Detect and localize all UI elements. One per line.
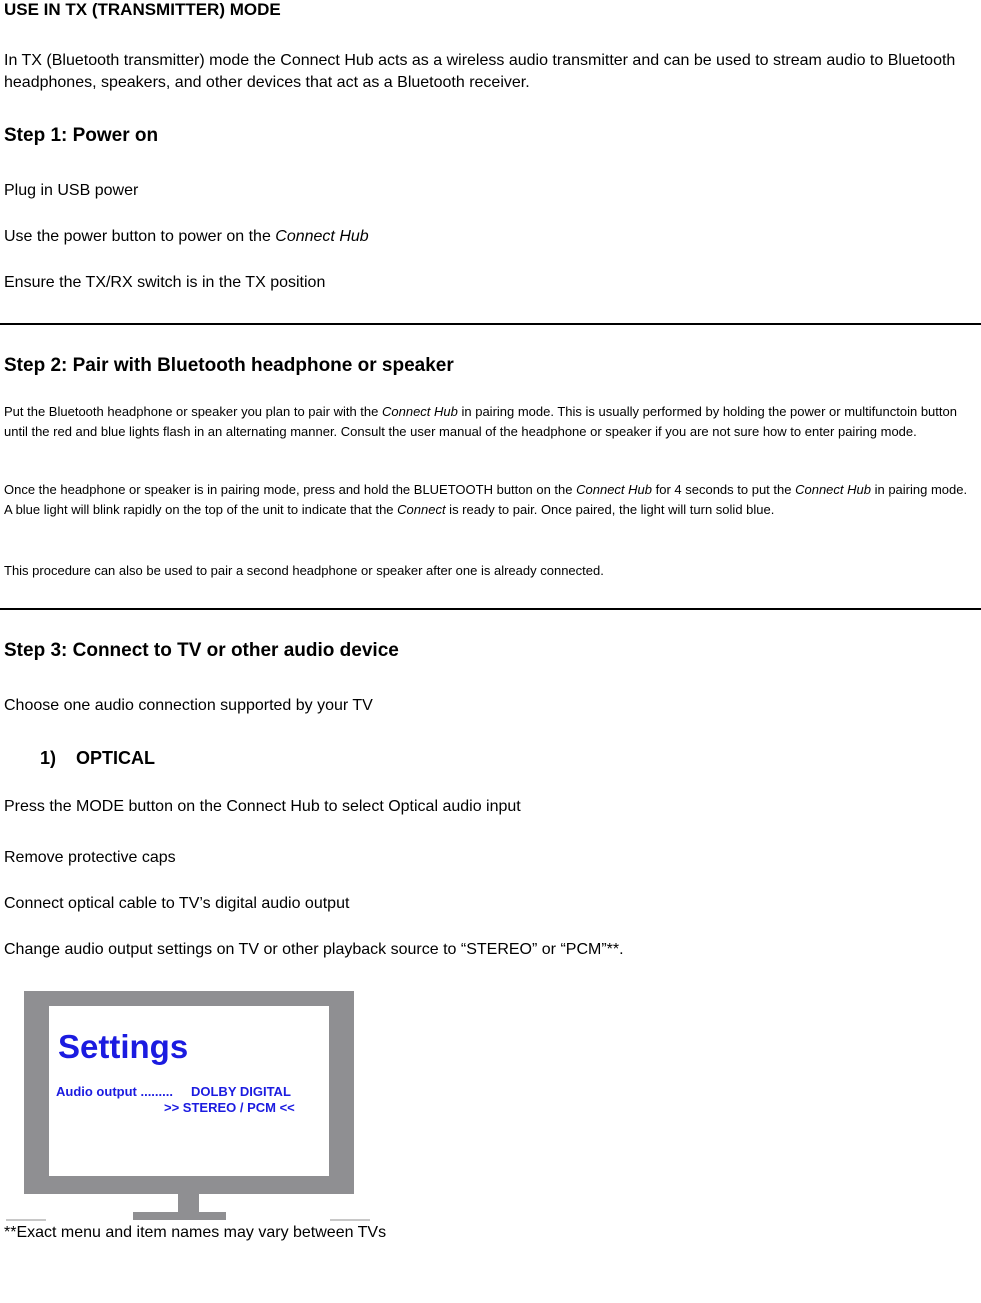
footnote: **Exact menu and item names may vary between TVs <box>4 1224 387 1241</box>
step3-item-connect-cable: Connect optical cable to TV’s digital audio output <box>4 895 350 912</box>
tv-stand-neck <box>178 1193 199 1213</box>
option-number: 1) <box>40 748 57 768</box>
tv-screen <box>49 1006 329 1176</box>
step3-lead: Choose one audio connection supported by your TV <box>4 697 373 714</box>
step2-paragraph-bluetooth-button: Once the headphone or speaker is in pairing mode, press and hold the BLUETOOTH button on the Connect Hub for 4 seconds to put the Connect Hub in pairing mode. A blue light will blink rapidly on the top of the unit to indicate that the Connect is ready to pair. Once paired, the light will turn solid blue. <box>4 482 968 517</box>
scan-artifact <box>6 1219 46 1221</box>
page-title: USE IN TX (TRANSMITTER) MODE <box>4 0 281 19</box>
tv-settings-title: Settings <box>58 1028 189 1065</box>
section-divider <box>0 323 981 325</box>
step3-heading: Step 3: Connect to TV or other audio device <box>4 640 399 661</box>
device-name: Connect Hub <box>795 482 871 497</box>
tv-option-dolby: DOLBY DIGITAL <box>190 1084 291 1099</box>
scan-artifact <box>330 1219 370 1221</box>
tv-option-stereo-pcm: >> STEREO / PCM << <box>164 1100 295 1115</box>
step3-item-audio-settings: Change audio output settings on TV or other playback source to “STEREO” or “PCM”**. <box>4 941 624 958</box>
device-name: Connect Hub <box>576 482 652 497</box>
step3-item-remove-caps: Remove protective caps <box>4 849 176 866</box>
step2-heading: Step 2: Pair with Bluetooth headphone or speaker <box>4 355 454 376</box>
section-divider <box>0 608 981 610</box>
step2-paragraph-second-device: This procedure can also be used to pair a second headphone or speaker after one is already connected. <box>4 563 604 578</box>
device-name: Connect <box>397 501 446 517</box>
step1-heading: Step 1: Power on <box>4 125 159 146</box>
tv-audio-output-row: Audio output ......... DOLBY DIGITAL <box>56 1084 291 1099</box>
option-heading-optical <box>40 748 155 769</box>
step2-paragraph-pairing-mode: Put the Bluetooth headphone or speaker you plan to pair with the Connect Hub in pairing mode. This is usually performed by holding the power or multifunctoin button until the red and blue lights flash in an alternating manner. Consult the user manual of the headphone or speaker if you are not sure how to enter pairing mode. <box>4 404 957 439</box>
tv-illustration <box>24 991 354 1194</box>
step1-item-txrx-switch: Ensure the TX/RX switch is in the TX position <box>4 274 326 291</box>
option-label: OPTICAL <box>76 748 156 768</box>
device-name: Connect Hub <box>275 228 369 245</box>
step1-item-power-button: Use the power button to power on the Connect Hub <box>4 228 369 245</box>
tv-stand-base <box>133 1212 226 1220</box>
step1-item-usb-power: Plug in USB power <box>4 182 139 199</box>
step3-item-mode-button: Press the MODE button on the Connect Hub to select Optical audio input <box>4 798 521 815</box>
intro-paragraph: In TX (Bluetooth transmitter) mode the Connect Hub acts as a wireless audio transmitter and can be used to stream audio to Bluetooth headphones, speakers, and other devices that act as a Bluetooth receiver. <box>4 52 956 91</box>
device-name: Connect Hub <box>381 404 458 419</box>
